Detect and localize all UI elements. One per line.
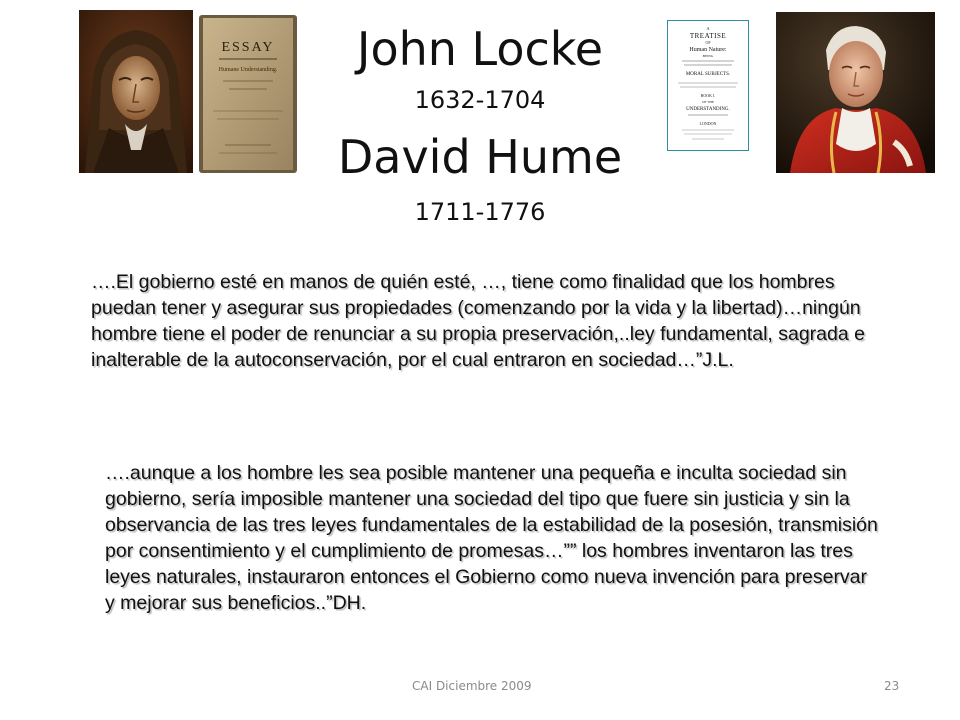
locke-portrait bbox=[79, 10, 193, 173]
treatise-line-london: LONDON bbox=[699, 121, 717, 126]
footer-label: CAI Diciembre 2009 bbox=[412, 679, 532, 693]
treatise-line-a: A bbox=[706, 26, 710, 31]
treatise-book-image bbox=[667, 20, 749, 151]
treatise-line-understanding: UNDERSTANDING. bbox=[686, 107, 730, 112]
quote-hume: ….aunque a los hombre les sea posible mantener una pequeña e inculta sociedad sin gobierno, sería imposible mantener una sociedad del tipo que fuere sin justicia y sin la observancia de las tres leyes fundamentales de la estabilidad de la posesión, transmisión por consentimiento y el cumplimiento de promesas…”” los hombres inventaron las tres leyes naturales, instauraron entonces el Gobierno como nueva invención para preservar y mejorar sus beneficios..”DH. bbox=[105, 462, 878, 614]
title-hume: David Hume bbox=[337, 130, 623, 184]
essay-subtitle-text: Humane Understanding. bbox=[218, 67, 278, 73]
treatise-line-moral: MORAL SUBJECTS. bbox=[685, 72, 731, 77]
treatise-line-book: BOOK I. bbox=[700, 93, 716, 98]
treatise-line-title: TREATISE bbox=[689, 32, 727, 40]
quote-locke: ….El gobierno esté en manos de quién esté, …, tiene como finalidad que los hombres puedan tener y asegurar sus propiedades (comenzando por la vida y la libertad)…ningún hombre tiene el poder de renunciar a su propia preservación,..ley fundamental, sagrada e inalterable de la autoconservación, por el cual entraron en sociedad…”J.L. bbox=[91, 271, 865, 371]
essay-book-image bbox=[199, 15, 297, 173]
title-locke: John Locke bbox=[356, 22, 604, 76]
page-number: 23 bbox=[884, 679, 900, 693]
treatise-line-ofthe: OF THE bbox=[701, 100, 715, 104]
essay-title-text: ESSAY bbox=[221, 40, 275, 55]
hume-portrait bbox=[776, 12, 935, 173]
treatise-line-human: Human Nature: bbox=[689, 47, 727, 53]
dates-hume: 1711-1776 bbox=[414, 198, 546, 226]
dates-locke: 1632-1704 bbox=[414, 86, 546, 114]
treatise-line-of: OF bbox=[705, 40, 711, 45]
treatise-line-being: BEING bbox=[702, 54, 714, 58]
